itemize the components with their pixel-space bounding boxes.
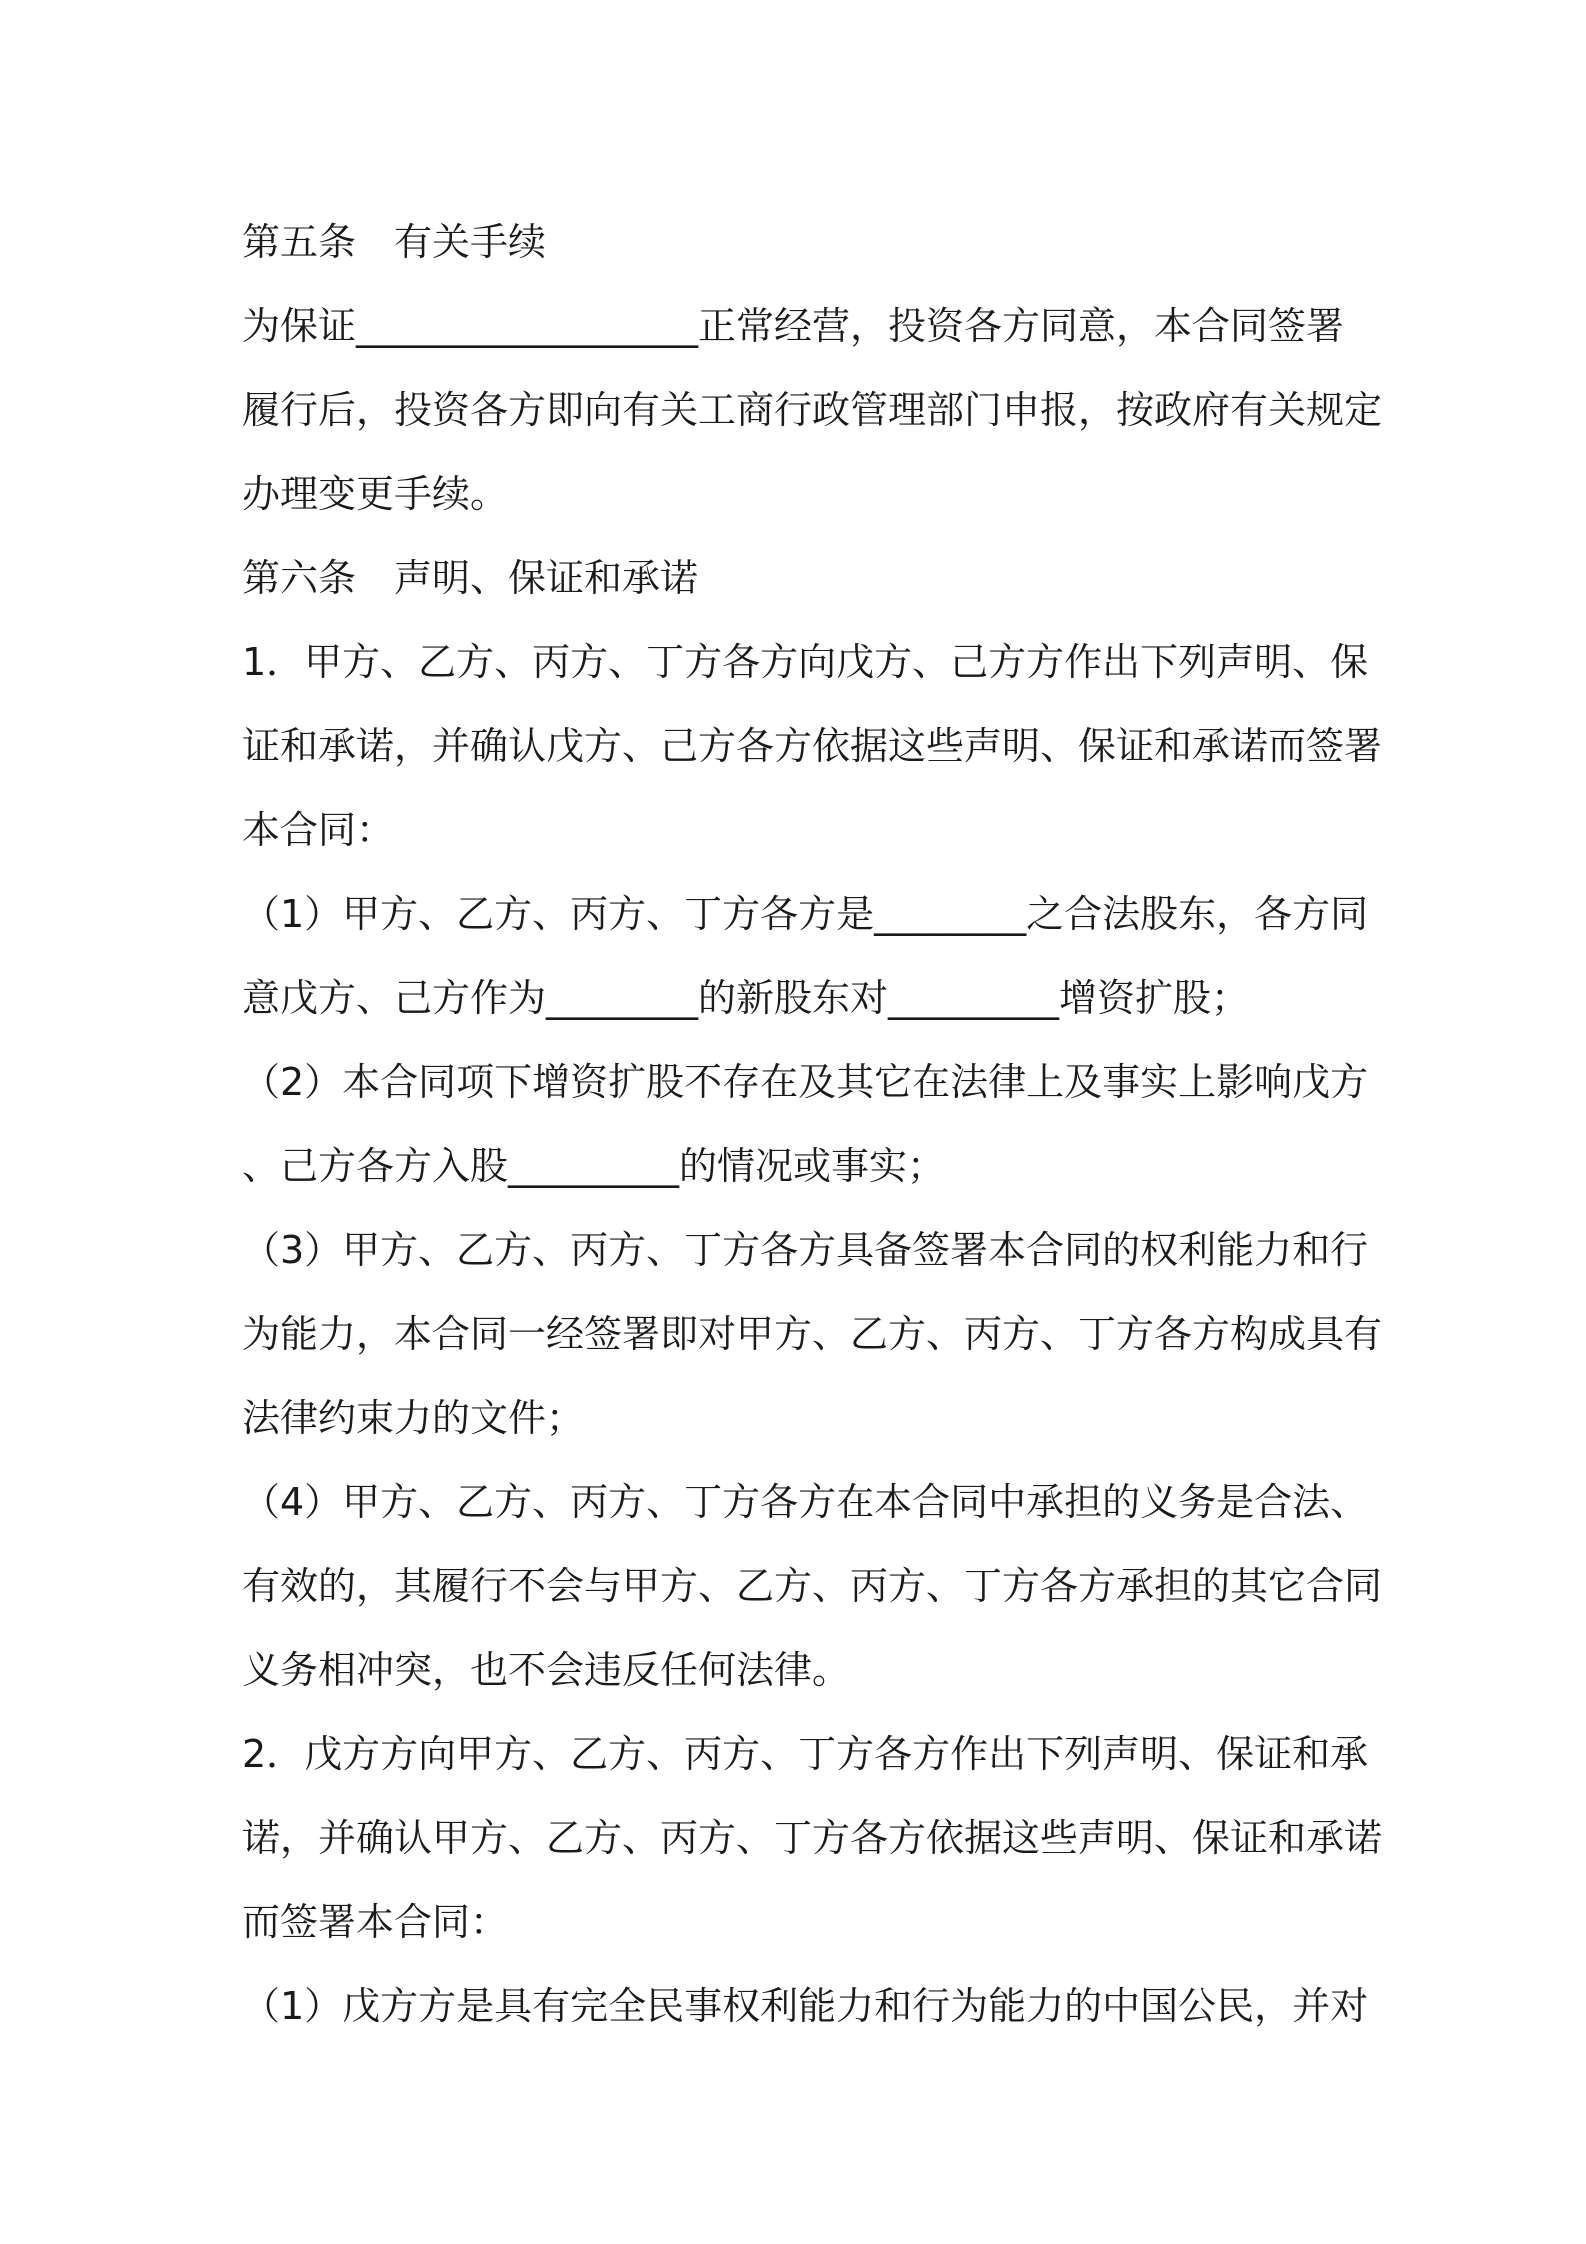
clause-1-item-2-line: （2）本合同项下增资扩股不存在及其它在法律上及事实上影响戊方 xyxy=(242,1060,1369,1104)
clause-2-line: 诺，并确认甲方、乙方、丙方、丁方各方依据这些声明、保证和承诺 xyxy=(242,1816,1383,1860)
clause-1-item-3-line: （3）甲方、乙方、丙方、丁方各方具备签署本合同的权利能力和行 xyxy=(242,1228,1369,1272)
clause-1-line: 证和承诺，并确认戊方、己方各方依据这些声明、保证和承诺而签署 xyxy=(242,724,1383,768)
clause-1-item-4-line: 有效的，其履行不会与甲方、乙方、丙方、丁方各方承担的其它合同 xyxy=(242,1564,1383,1608)
article-5-heading: 第五条 有关手续 xyxy=(242,220,547,264)
clause-1-item-2-line: 、己方各方入股_________的情况或事实； xyxy=(242,1144,946,1188)
article-5-paragraph-line: 履行后，投资各方即向有关工商行政管理部门申报，按政府有关规定 xyxy=(242,388,1383,432)
article-5-paragraph-line: 办理变更手续。 xyxy=(242,472,509,516)
clause-2-line: 而签署本合同： xyxy=(242,1900,509,1944)
clause-2-line: 2．戊方方向甲方、乙方、丙方、丁方各方作出下列声明、保证和承 xyxy=(242,1732,1369,1776)
clause-1-item-3-line: 为能力，本合同一经签署即对甲方、乙方、丙方、丁方各方构成具有 xyxy=(242,1312,1383,1356)
article-6-heading: 第六条 声明、保证和承诺 xyxy=(242,556,699,600)
clause-1-line: 1．甲方、乙方、丙方、丁方各方向戊方、己方方作出下列声明、保 xyxy=(242,640,1369,684)
clause-1-item-4-line: 义务相冲突，也不会违反任何法律。 xyxy=(242,1648,851,1692)
clause-1-item-3-line: 法律约束力的文件； xyxy=(242,1396,585,1440)
clause-1-item-1-line: 意戊方、己方作为________的新股东对_________增资扩股； xyxy=(242,976,1250,1020)
clause-2-item-1-line: （1）戊方方是具有完全民事权利能力和行为能力的中国公民，并对 xyxy=(242,1984,1369,2028)
clause-1-line: 本合同： xyxy=(242,808,395,852)
document-body xyxy=(242,200,1383,2048)
clause-1-item-1-line: （1）甲方、乙方、丙方、丁方各方是________之合法股东，各方同 xyxy=(242,892,1369,936)
clause-1-item-4-line: （4）甲方、乙方、丙方、丁方各方在本合同中承担的义务是合法、 xyxy=(242,1480,1369,1524)
article-5-paragraph-line: 为保证__________________正常经营，投资各方同意，本合同签署 xyxy=(242,304,1345,348)
